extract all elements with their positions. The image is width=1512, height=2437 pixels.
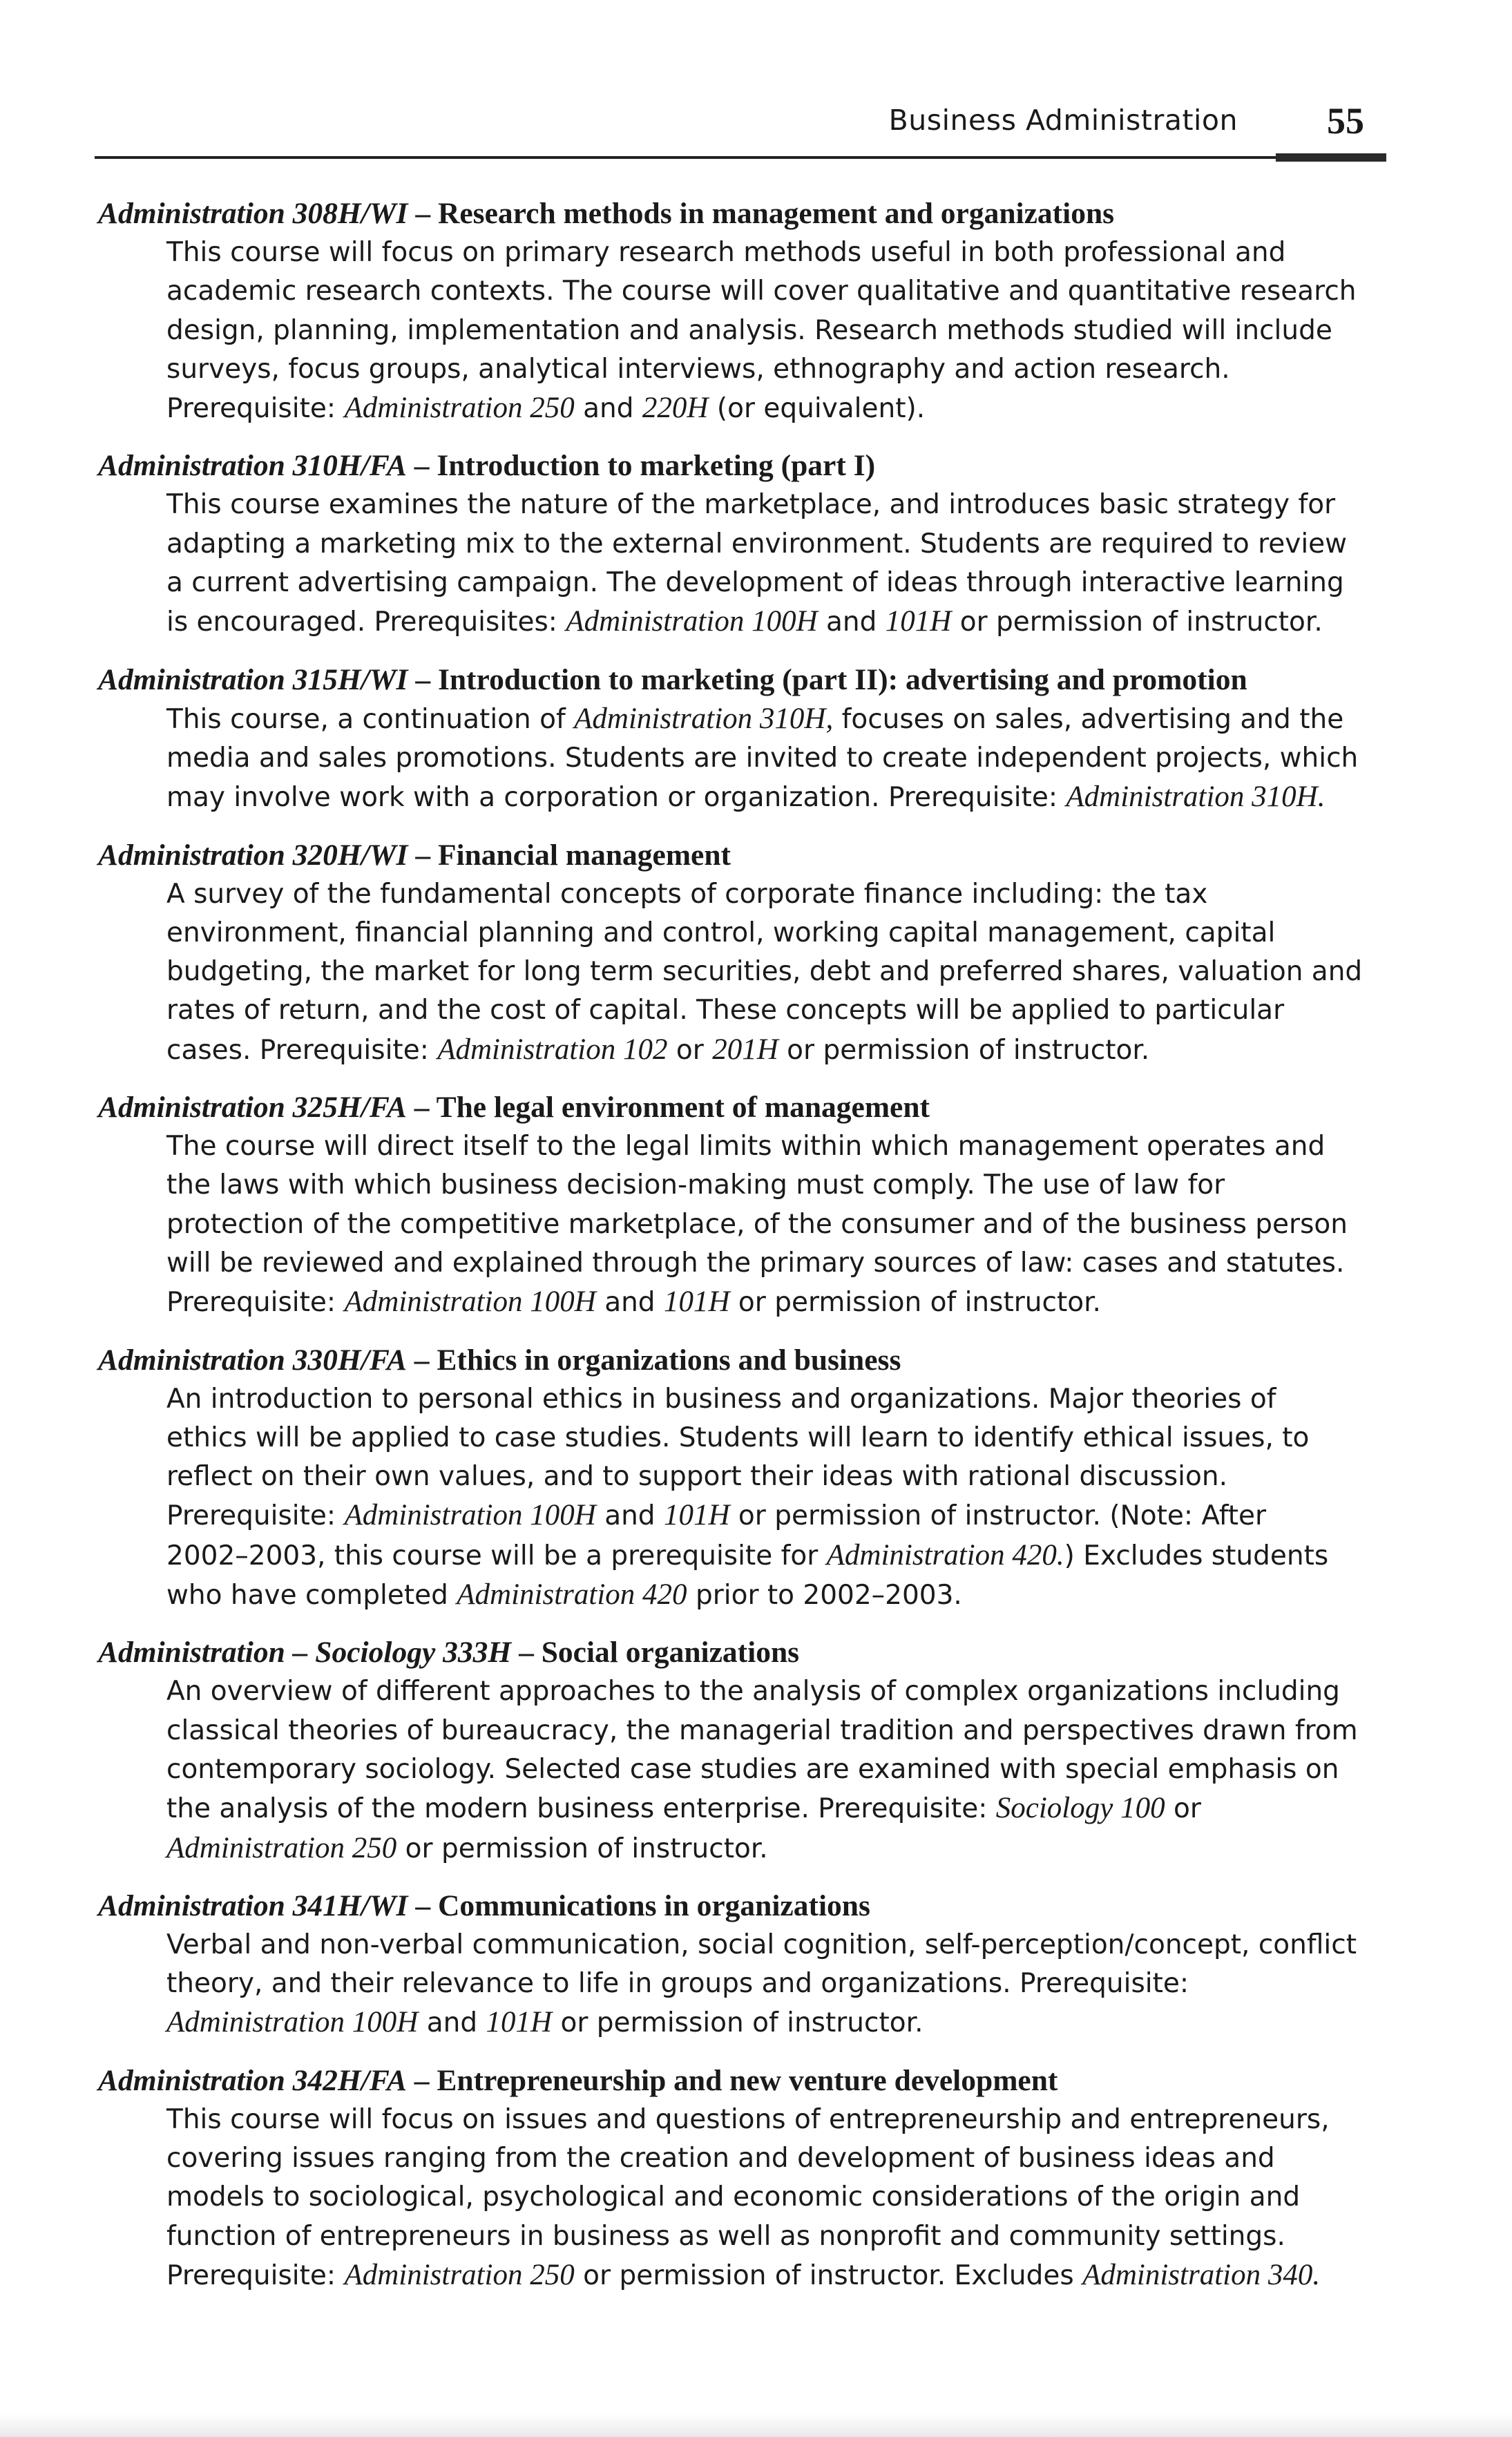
- course-code: Administration 325H/FA: [98, 1091, 407, 1125]
- course-reference: Administration 310H,: [574, 702, 834, 735]
- description-text: adapting a marketing mix to the external environment. Students are required to review: [166, 528, 1348, 560]
- course-reference: Administration 420.: [826, 1538, 1064, 1571]
- course-entry: [98, 835, 1383, 1070]
- description-text: Prerequisite:: [166, 393, 345, 425]
- description-line: [166, 2003, 1383, 2043]
- description-text: or: [1165, 1793, 1201, 1825]
- description-line: [166, 1712, 1383, 1750]
- course-description: [98, 233, 1383, 428]
- description-text: a current advertising campaign. The development of ideas through interactive learning: [166, 567, 1344, 599]
- description-text: This course examines the nature of the marketplace, and introduces basic strategy for: [166, 489, 1336, 521]
- course-description: [98, 1380, 1383, 1616]
- description-line: [166, 1458, 1383, 1496]
- description-text: and: [418, 2007, 486, 2039]
- course-heading-separator: –: [408, 838, 438, 872]
- course-title: Research methods in management and organizations: [437, 197, 1115, 230]
- course-heading: [98, 446, 1383, 486]
- course-title: Introduction to marketing (part I): [437, 449, 876, 483]
- course-description: [98, 2101, 1383, 2295]
- course-heading-separator: –: [511, 1636, 542, 1670]
- description-line: [166, 2178, 1383, 2217]
- description-line: [166, 389, 1383, 428]
- course-heading-separator: –: [406, 1343, 437, 1377]
- course-heading: [98, 835, 1383, 875]
- course-title: The legal environment of management: [436, 1091, 930, 1125]
- course-entry: [98, 193, 1383, 428]
- scan-bottom-edge: [0, 2414, 1512, 2437]
- course-heading-separator: –: [406, 1091, 437, 1125]
- description-text: classical theories of bureaucracy, the managerial tradition and perspectives drawn from: [166, 1714, 1358, 1746]
- description-text: academic research contexts. The course will cover qualitative and quantitative research: [166, 276, 1357, 307]
- description-line: [166, 1965, 1383, 2003]
- description-line: [166, 1829, 1383, 1869]
- course-reference: Administration 250: [166, 1831, 397, 1864]
- description-text: contemporary sociology. Selected case studies are examined with special emphasis on: [166, 1753, 1339, 1785]
- course-description: [98, 1127, 1383, 1322]
- course-code: Administration 308H/WI: [98, 197, 408, 230]
- description-text: may involve work with a corporation or organization. Prerequisite:: [166, 782, 1066, 814]
- description-text: or permission of instructor. (Note: After: [729, 1500, 1267, 1532]
- course-heading-separator: –: [408, 662, 438, 696]
- description-text: or permission of instructor. Excludes: [574, 2259, 1083, 2291]
- description-text: will be reviewed and explained through the primary sources of law: cases and statutes.: [166, 1247, 1345, 1279]
- course-code: Administration 320H/WI: [98, 838, 408, 872]
- course-reference: 101H: [663, 1499, 730, 1532]
- course-description: [98, 1926, 1383, 2043]
- description-text: or permission of instructor.: [778, 1034, 1150, 1066]
- description-text: reflect on their own values, and to support their ideas with rational discussion.: [166, 1461, 1227, 1493]
- description-text: media and sales promotions. Students are invited to create independent projects, which: [166, 742, 1359, 774]
- description-text: focuses on sales, advertising and the: [833, 703, 1344, 735]
- description-line: [166, 1926, 1383, 1965]
- description-text: or permission of instructor.: [729, 1287, 1101, 1319]
- description-line: [166, 1419, 1383, 1458]
- course-reference: Administration 310H.: [1066, 781, 1326, 814]
- course-entry: [98, 2061, 1383, 2295]
- course-list: [98, 193, 1383, 2313]
- course-reference: 101H: [486, 2006, 553, 2039]
- description-line: [166, 312, 1383, 350]
- course-title: Ethics in organizations and business: [437, 1343, 901, 1377]
- description-line: [166, 1672, 1383, 1711]
- course-entry: [98, 1632, 1383, 1868]
- description-text: the laws with which business decision-making must comply. The use of law for: [166, 1169, 1225, 1201]
- header-rule: [95, 156, 1386, 159]
- course-entry: [98, 446, 1383, 642]
- description-text: or: [667, 1034, 713, 1066]
- description-line: [166, 700, 1383, 739]
- course-code: Administration – Sociology 333H: [98, 1636, 512, 1670]
- description-text: A survey of the fundamental concepts of corporate finance including: the tax: [166, 878, 1208, 910]
- course-reference: Administration 100H: [344, 1499, 596, 1532]
- description-text: covering issues ranging from the creation and development of business ideas and: [166, 2142, 1275, 2174]
- description-line: [166, 2217, 1383, 2256]
- description-text: Prerequisite:: [166, 1287, 345, 1319]
- description-text: ) Excludes students: [1064, 1540, 1329, 1571]
- description-text: environment, financial planning and control, working capital management, capital: [166, 917, 1276, 948]
- course-reference: Administration 100H: [344, 1286, 596, 1319]
- description-text: budgeting, the market for long term securities, debt and preferred shares, valuation and: [166, 956, 1363, 988]
- page-number: 55: [1327, 100, 1364, 142]
- course-entry: [98, 1886, 1383, 2043]
- course-reference: Sociology 100: [995, 1792, 1165, 1825]
- course-title: Financial management: [437, 838, 731, 872]
- course-code: Administration 315H/WI: [98, 662, 408, 696]
- description-text: This course will focus on primary research methods useful in both professional and: [166, 237, 1286, 268]
- description-line: [166, 525, 1383, 564]
- description-line: [166, 1496, 1383, 1536]
- course-heading: [98, 2061, 1383, 2101]
- description-text: function of entrepreneurs in business as well as nonprofit and community settings.: [166, 2220, 1285, 2252]
- course-reference: 101H: [885, 605, 952, 638]
- course-entry: [98, 1340, 1383, 1616]
- course-title: Social organizations: [541, 1636, 800, 1670]
- course-description: [98, 486, 1383, 642]
- course-title: Introduction to marketing (part II): advertising and promotion: [437, 662, 1247, 696]
- description-line: [166, 233, 1383, 272]
- course-reference: Administration 340.: [1082, 2258, 1321, 2291]
- description-text: protection of the competitive marketplace, of the consumer and of the business person: [166, 1208, 1348, 1240]
- description-text: models to sociological, psychological and economic considerations of the origin and: [166, 2181, 1301, 2213]
- course-heading-separator: –: [406, 2063, 437, 2097]
- course-heading-separator: –: [408, 1889, 438, 1922]
- course-heading: [98, 660, 1383, 700]
- description-line: [166, 953, 1383, 991]
- course-code: Administration 310H/FA: [98, 449, 407, 483]
- page-header: [95, 97, 1386, 159]
- description-text: the analysis of the modern business enterprise. Prerequisite:: [166, 1793, 996, 1825]
- description-text: and: [595, 1287, 664, 1319]
- course-reference: Administration 100H: [166, 2006, 419, 2039]
- description-line: [166, 991, 1383, 1030]
- course-heading: [98, 1087, 1383, 1127]
- course-heading: [98, 1340, 1383, 1380]
- description-line: [166, 2256, 1383, 2295]
- description-line: [166, 778, 1383, 817]
- description-line: [166, 2101, 1383, 2139]
- running-header-section: Business Administration: [888, 104, 1238, 137]
- course-reference: Administration 250: [344, 2258, 575, 2291]
- description-text: prior to 2002–2003.: [687, 1580, 962, 1612]
- description-text: and: [817, 606, 886, 638]
- description-text: This course will focus on issues and questions of entrepreneurship and entrepreneurs,: [166, 2103, 1330, 2135]
- description-text: who have completed: [166, 1580, 457, 1612]
- course-heading: [98, 193, 1383, 233]
- description-text: The course will direct itself to the legal limits within which management operates and: [166, 1131, 1326, 1163]
- course-heading-separator: –: [408, 197, 438, 230]
- description-text: or permission of instructor.: [552, 2007, 924, 2039]
- course-entry: [98, 660, 1383, 818]
- description-text: and: [574, 393, 642, 425]
- course-description: [98, 700, 1383, 818]
- description-text: An overview of different approaches to the analysis of complex organizations including: [166, 1676, 1340, 1708]
- description-text: is encouraged. Prerequisites:: [166, 606, 566, 638]
- description-line: [166, 1205, 1383, 1244]
- description-text: or permission of instructor.: [396, 1833, 768, 1864]
- description-text: cases. Prerequisite:: [166, 1034, 438, 1066]
- course-description: [98, 1672, 1383, 1868]
- course-reference: 201H: [712, 1033, 778, 1066]
- course-heading-separator: –: [406, 449, 437, 483]
- description-text: or permission of instructor.: [951, 606, 1323, 638]
- description-line: [166, 1166, 1383, 1205]
- description-text: Verbal and non-verbal communication, social cognition, self-perception/concept, conflict: [166, 1929, 1357, 1960]
- description-line: [166, 272, 1383, 311]
- description-line: [166, 1127, 1383, 1166]
- course-code: Administration 342H/FA: [98, 2063, 407, 2097]
- description-text: Prerequisite:: [166, 2259, 345, 2291]
- description-line: [166, 1031, 1383, 1070]
- description-line: [166, 2139, 1383, 2178]
- description-line: [166, 1380, 1383, 1419]
- description-text: theory, and their relevance to life in groups and organizations. Prerequisite:: [166, 1968, 1189, 2000]
- description-text: Prerequisite:: [166, 1500, 345, 1532]
- description-text: This course, a continuation of: [166, 703, 575, 735]
- description-text: and: [595, 1500, 664, 1532]
- description-line: [166, 350, 1383, 389]
- description-line: [166, 602, 1383, 642]
- course-reference: Administration 100H: [566, 605, 818, 638]
- description-line: [166, 875, 1383, 914]
- description-line: [166, 1750, 1383, 1789]
- course-reference: 220H: [642, 392, 709, 425]
- course-heading: [98, 1886, 1383, 1926]
- description-line: [166, 1244, 1383, 1283]
- course-heading: [98, 1632, 1383, 1672]
- description-line: [166, 739, 1383, 778]
- description-text: rates of return, and the cost of capital. These concepts will be applied to particular: [166, 995, 1285, 1026]
- description-line: [166, 914, 1383, 953]
- description-line: [166, 1789, 1383, 1828]
- description-text: surveys, focus groups, analytical interviews, ethnography and action research.: [166, 353, 1230, 385]
- description-line: [166, 564, 1383, 602]
- course-title: Communications in organizations: [437, 1889, 870, 1922]
- course-reference: Administration 420: [457, 1578, 687, 1612]
- description-line: [166, 1576, 1383, 1615]
- course-reference: Administration 250: [344, 392, 575, 425]
- description-text: 2002–2003, this course will be a prerequisite for: [166, 1540, 827, 1571]
- description-text: An introduction to personal ethics in business and organizations. Major theories of: [166, 1383, 1276, 1415]
- description-line: [166, 1536, 1383, 1576]
- course-description: [98, 875, 1383, 1070]
- description-text: ethics will be applied to case studies. Students will learn to identify ethical issues, to: [166, 1422, 1310, 1453]
- course-title: Entrepreneurship and new venture development: [437, 2063, 1058, 2097]
- header-rule-accent: [1276, 153, 1386, 162]
- course-entry: [98, 1087, 1383, 1322]
- description-text: design, planning, implementation and analysis. Research methods studied will include: [166, 314, 1332, 346]
- course-code: Administration 330H/FA: [98, 1343, 407, 1377]
- description-line: [166, 1283, 1383, 1322]
- description-line: [166, 486, 1383, 524]
- description-text: (or equivalent).: [708, 393, 926, 425]
- course-reference: Administration 102: [437, 1033, 668, 1066]
- course-code: Administration 341H/WI: [98, 1889, 408, 1922]
- course-reference: 101H: [663, 1286, 730, 1319]
